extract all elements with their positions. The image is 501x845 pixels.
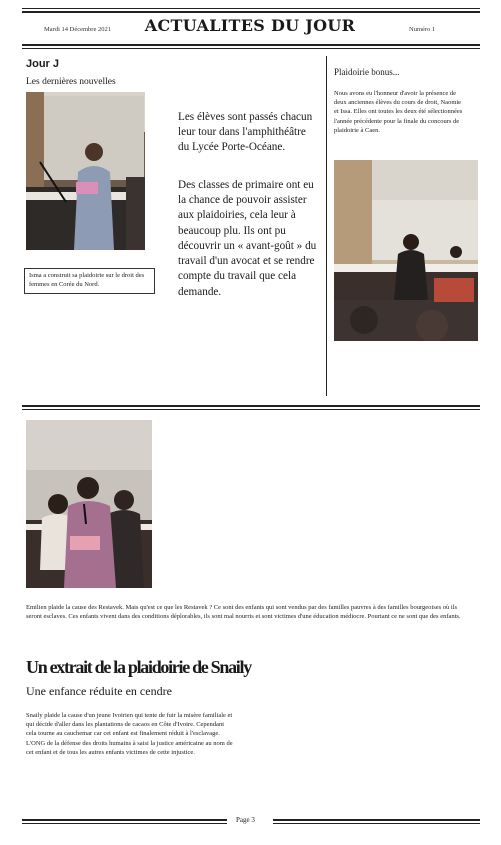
emilien-caption: Emilien plaide la cause des Restavek. Mais qu'est ce que les Restavek ? Ce sont des enfants qui sont vendus par des familles pauvres à des familles bourgeoises où ils seront esclaves. Ces enfants vivent dans des conditions déplorables, ils sont mal nourris et sont victimes d'une éducation médiocre. Pourtant ce ne sont que des enfants. xyxy=(26,604,461,621)
photo-caption-isma: Isma a construit sa plaidoirie sur le droit des femmes en Corée du Nord. xyxy=(24,268,155,294)
top-rule-2 xyxy=(22,11,480,13)
section-rule-1 xyxy=(22,405,480,407)
section-heading: Jour J xyxy=(26,58,60,70)
photo-isma xyxy=(26,92,145,250)
article-subheadline: Une enfance réduite en cendre xyxy=(26,684,172,698)
sidebar-text: Nous avons eu l'honneur d'avoir la présence de deux anciennes élèves du cours de droit, Naomie et Issa. Elles ont toutes les deux été sélectionnées l'année précédente pour la finale du concours de plaidoirie à Caen. xyxy=(334,90,463,134)
newspaper-title: ACTUALITES DU JOUR xyxy=(144,16,356,35)
masthead-rule-2 xyxy=(22,48,480,49)
footer-rule-right-thin xyxy=(273,823,480,824)
footer-rule-left xyxy=(22,819,227,821)
column-divider xyxy=(326,56,327,396)
section-rule-2 xyxy=(22,409,480,410)
footer-rule-left-thin xyxy=(22,823,227,824)
photo-emilien xyxy=(26,420,152,588)
page-number: Page 3 xyxy=(236,816,255,824)
article-paragraph-1: Les élèves sont passés chacun leur tour dans l'amphithéâtre du Lycée Porte-Océane. xyxy=(178,111,313,154)
sidebar-title: Plaidoirie bonus... xyxy=(334,67,400,77)
article-body: Snaily plaide la cause d'un jeune Ivoirien qui tente de fuir la misère familiale et qui décide d'aller dans les plantations de cacaos en Côte d'Ivoire. Cependant cela tourne au cauchemar car cet enfant est finalement réduit à l'esclavage. L'ONG de la défense des droits humains à saisi la justice américaine au nom de cet enfant et de tous les autres enfants victimes de cette injustice. xyxy=(26,712,233,756)
footer-rule-right xyxy=(273,819,480,821)
issue-date: Mardi 14 Décembre 2021 xyxy=(44,26,111,33)
photo-bonus-image xyxy=(334,160,478,341)
photo-emilien-image xyxy=(26,420,152,588)
photo-bonus-pleading xyxy=(334,160,478,341)
article-headline: Un extrait de la plaidoirie de Snaily xyxy=(26,657,251,677)
issue-number: Numéro 1 xyxy=(409,26,436,33)
photo-isma-image xyxy=(26,92,145,250)
masthead-rule-1 xyxy=(22,44,480,46)
top-rule-1 xyxy=(22,8,480,9)
article-paragraph-2: Des classes de primaire ont eu la chance de pouvoir assister aux plaidoiries, cela leur à beaucoup plu. Ils ont pu découvrir un « avant-goût » du travail d'un avocat et se rendre compte du travail que cela demande. xyxy=(178,179,317,298)
section-subheading: Les dernières nouvelles xyxy=(26,77,116,87)
